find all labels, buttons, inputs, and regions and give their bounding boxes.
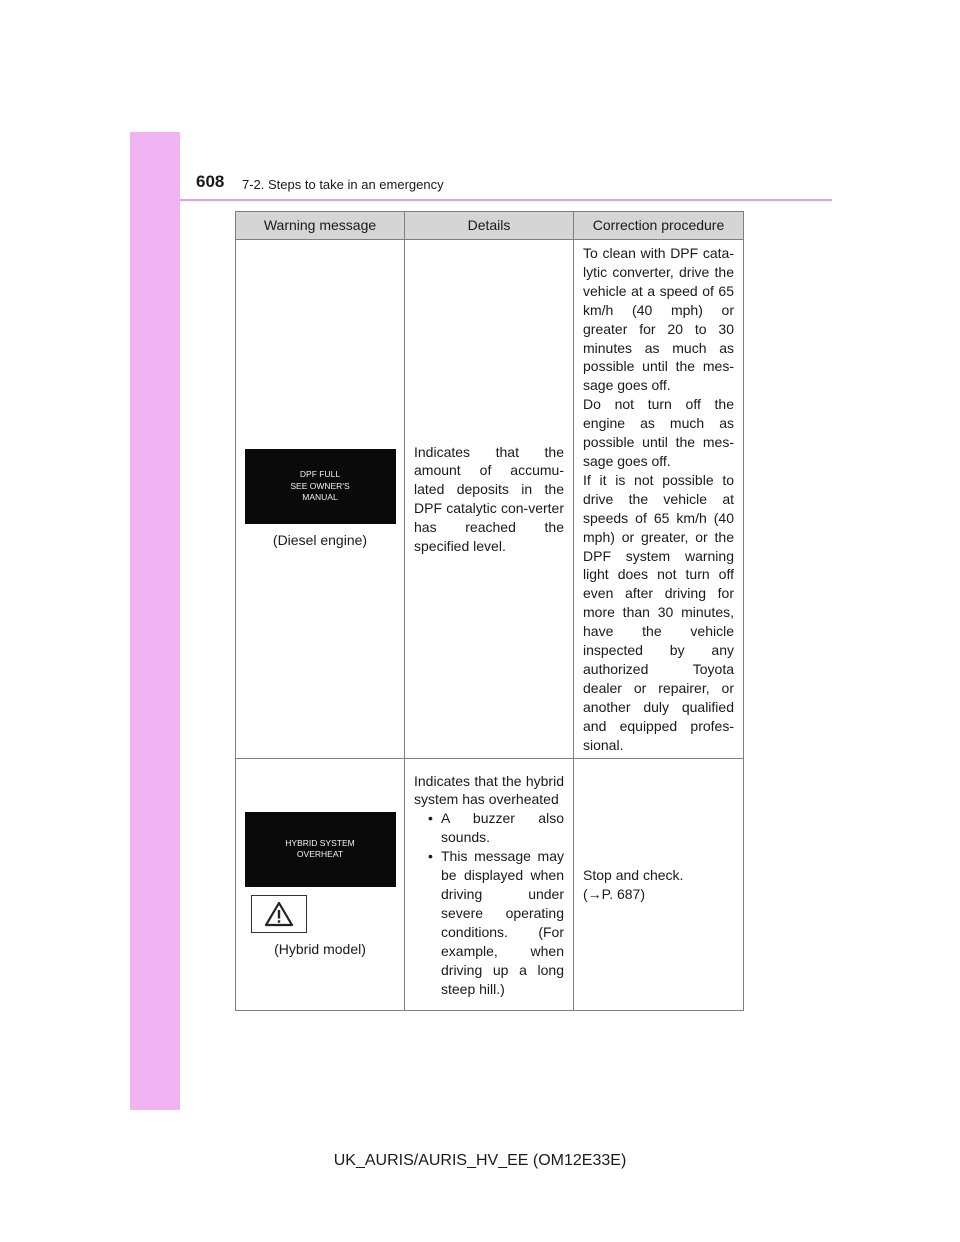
details-cell (405, 759, 574, 1011)
caption: (Diesel engine) (272, 531, 368, 548)
chapter-sidebar (130, 132, 180, 1110)
details-list (414, 809, 564, 998)
hybrid-overheat-display (245, 812, 396, 887)
section-title: 7-2. Steps to take in an emergency (242, 177, 444, 192)
table-header-row (236, 212, 744, 240)
list-item: • This message may be displayed when driving under severe operating conditions. (For example, when driving up a long steep hill.) (414, 847, 564, 998)
correction-cell (574, 759, 744, 1011)
display-line: HYBRID SYSTEM (285, 837, 355, 848)
warning-triangle-icon (251, 895, 307, 933)
page-number: 608 (196, 172, 225, 191)
display-line: SEE OWNER'S (290, 480, 350, 491)
display-line: OVERHEAT (296, 849, 344, 860)
page-reference-link[interactable]: (→P. 687) (583, 885, 645, 902)
correction-paragraph: If it is not possible to drive the vehicle at speeds of 65 km/h (40 mph) or greater, or the DPF system warning light does not turn off even after driving for more than 30 minutes, have the vehicle inspected by any authorized Toyota dealer or repairer, or another duly qualified and equipped profes-sional. (583, 471, 734, 753)
warning-message-cell (236, 759, 405, 1011)
display-line: DPF FULL (299, 469, 341, 480)
table-row (236, 240, 744, 759)
column-header: Details (405, 212, 574, 240)
caption: (Hybrid model) (274, 940, 366, 957)
correction-text: Stop and check. (583, 867, 684, 884)
column-header: Correction procedure (574, 212, 744, 240)
list-item: • A buzzer also sounds. (414, 809, 564, 847)
header-rule (180, 199, 832, 201)
display-line: MANUAL (302, 492, 338, 503)
details-intro: Indicates that the hybrid system has overheated (414, 772, 564, 808)
warning-message-cell (236, 240, 405, 759)
details-cell: Indicates that the amount of accumu-lated deposits in the DPF catalytic con-verter has reached the specified level. (405, 240, 574, 759)
correction-cell (574, 240, 744, 759)
manual-code-footer: UK_AURIS/AURIS_HV_EE (OM12E33E) (333, 1152, 627, 1169)
correction-paragraph: To clean with DPF cata-lytic converter, drive the vehicle at a speed of 65 km/h (40 mph) or greater for 20 to 30 minutes as much as possible until the mes-sage goes off. (583, 245, 734, 394)
dpf-full-display (245, 449, 396, 524)
table-row (236, 759, 744, 1011)
correction-paragraph: Do not turn off the engine as much as possible until the mes-sage goes off. (583, 396, 734, 469)
column-header: Warning message (236, 212, 405, 240)
warning-message-table (235, 211, 744, 1011)
